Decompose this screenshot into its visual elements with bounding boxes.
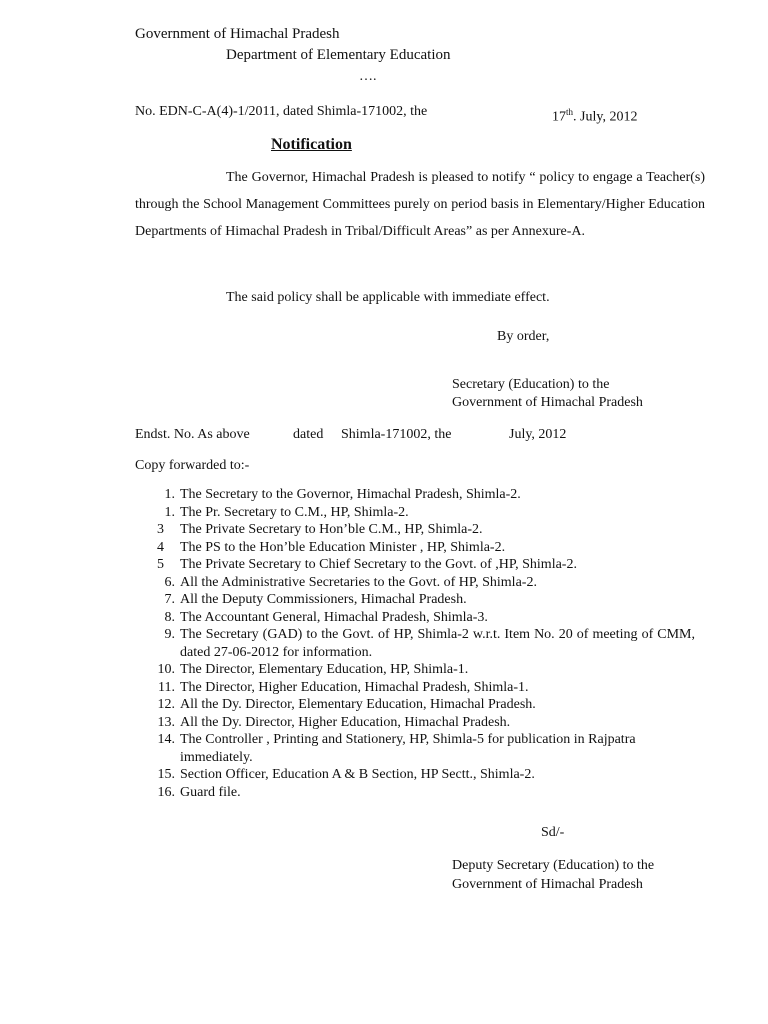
notification-paragraph [135, 164, 705, 245]
endorsement-number: Endst. No. As above [135, 427, 250, 442]
list-item: 4 The PS to the Hon’ble Education Minister , HP, Shimla-2. [157, 539, 506, 555]
list-item: 12. All the Dy. Director, Elementary Education, Himachal Pradesh. [157, 697, 536, 712]
list-item: 5 The Private Secretary to Chief Secretary to the Govt. of ,HP, Shimla-2. [157, 557, 577, 572]
deputy-signatory-government: Government of Himachal Pradesh [452, 877, 643, 892]
signatory-government: Government of Himachal Pradesh [452, 395, 643, 410]
department-heading: Department of Elementary Education [226, 47, 451, 63]
notification-title: Notification [271, 136, 352, 153]
list-item: 1. The Pr. Secretary to C.M., HP, Shimla-2. [164, 504, 409, 520]
reference-date [552, 103, 637, 127]
government-heading: Government of Himachal Pradesh [135, 26, 340, 42]
list-item: 11. The Director, Higher Education, Himachal Pradesh, Shimla-1. [158, 679, 529, 695]
list-item: 16. Guard file. [157, 784, 241, 800]
paragraph-text: The Governor, Himachal Pradesh is pleased to notify “ policy to engage a Teacher(s) through the School Management Committees purely on period basis in Elementary/Higher Education Departments of Himachal Pradesh in Tribal/Difficult Areas” as per Annexure-A. [135, 170, 705, 239]
signatory-designation: Secretary (Education) to the [452, 377, 610, 392]
reference-number: No. EDN-C-A(4)-1/2011, dated Shimla-171002, the [135, 104, 428, 119]
list-item: 9. The Secretary (GAD) to the Govt. of HP, Shimla-2 w.r.t. Item No. 20 of meeting of CMM, dated 27-06-2012 for information. [164, 627, 695, 660]
heading-dots: …. [359, 69, 377, 84]
endorsement-date: July, 2012 [509, 427, 567, 442]
list-item: 14. The Controller , Printing and Stationery, HP, Shimla-5 for publication in Rajpatra immediately. [157, 732, 636, 765]
copy-list [135, 486, 695, 801]
date-suffix: th [566, 107, 574, 117]
list-item: 7. All the Deputy Commissioners, Himachal Pradesh. [164, 592, 467, 607]
date-month-year: . July, 2012 [573, 109, 638, 125]
date-day: 17 [552, 109, 566, 125]
list-item: 1. The Secretary to the Governor, Himachal Pradesh, Shimla-2. [164, 487, 521, 502]
endorsement-dated: dated [293, 427, 324, 442]
deputy-signatory-designation: Deputy Secretary (Education) to the [452, 858, 655, 873]
signed-mark: Sd/- [541, 825, 565, 840]
list-item: 15. Section Officer, Education A & B Section, HP Sectt., Shimla-2. [157, 767, 535, 782]
list-item: 10. The Director, Elementary Education, HP, Shimla-1. [157, 662, 469, 677]
by-order: By order, [497, 329, 550, 344]
effect-statement: The said policy shall be applicable with immediate effect. [226, 290, 550, 305]
list-item: 6. All the Administrative Secretaries to the Govt. of HP, Shimla-2. [164, 574, 537, 590]
list-item: 13. All the Dy. Director, Higher Education, Himachal Pradesh. [157, 714, 511, 730]
list-item: 8. The Accountant General, Himachal Pradesh, Shimla-3. [164, 609, 488, 625]
list-item: 3 The Private Secretary to Hon’ble C.M., HP, Shimla-2. [157, 522, 483, 537]
endorsement-place: Shimla-171002, the [341, 427, 452, 442]
copy-forwarded-label: Copy forwarded to:- [135, 458, 250, 473]
